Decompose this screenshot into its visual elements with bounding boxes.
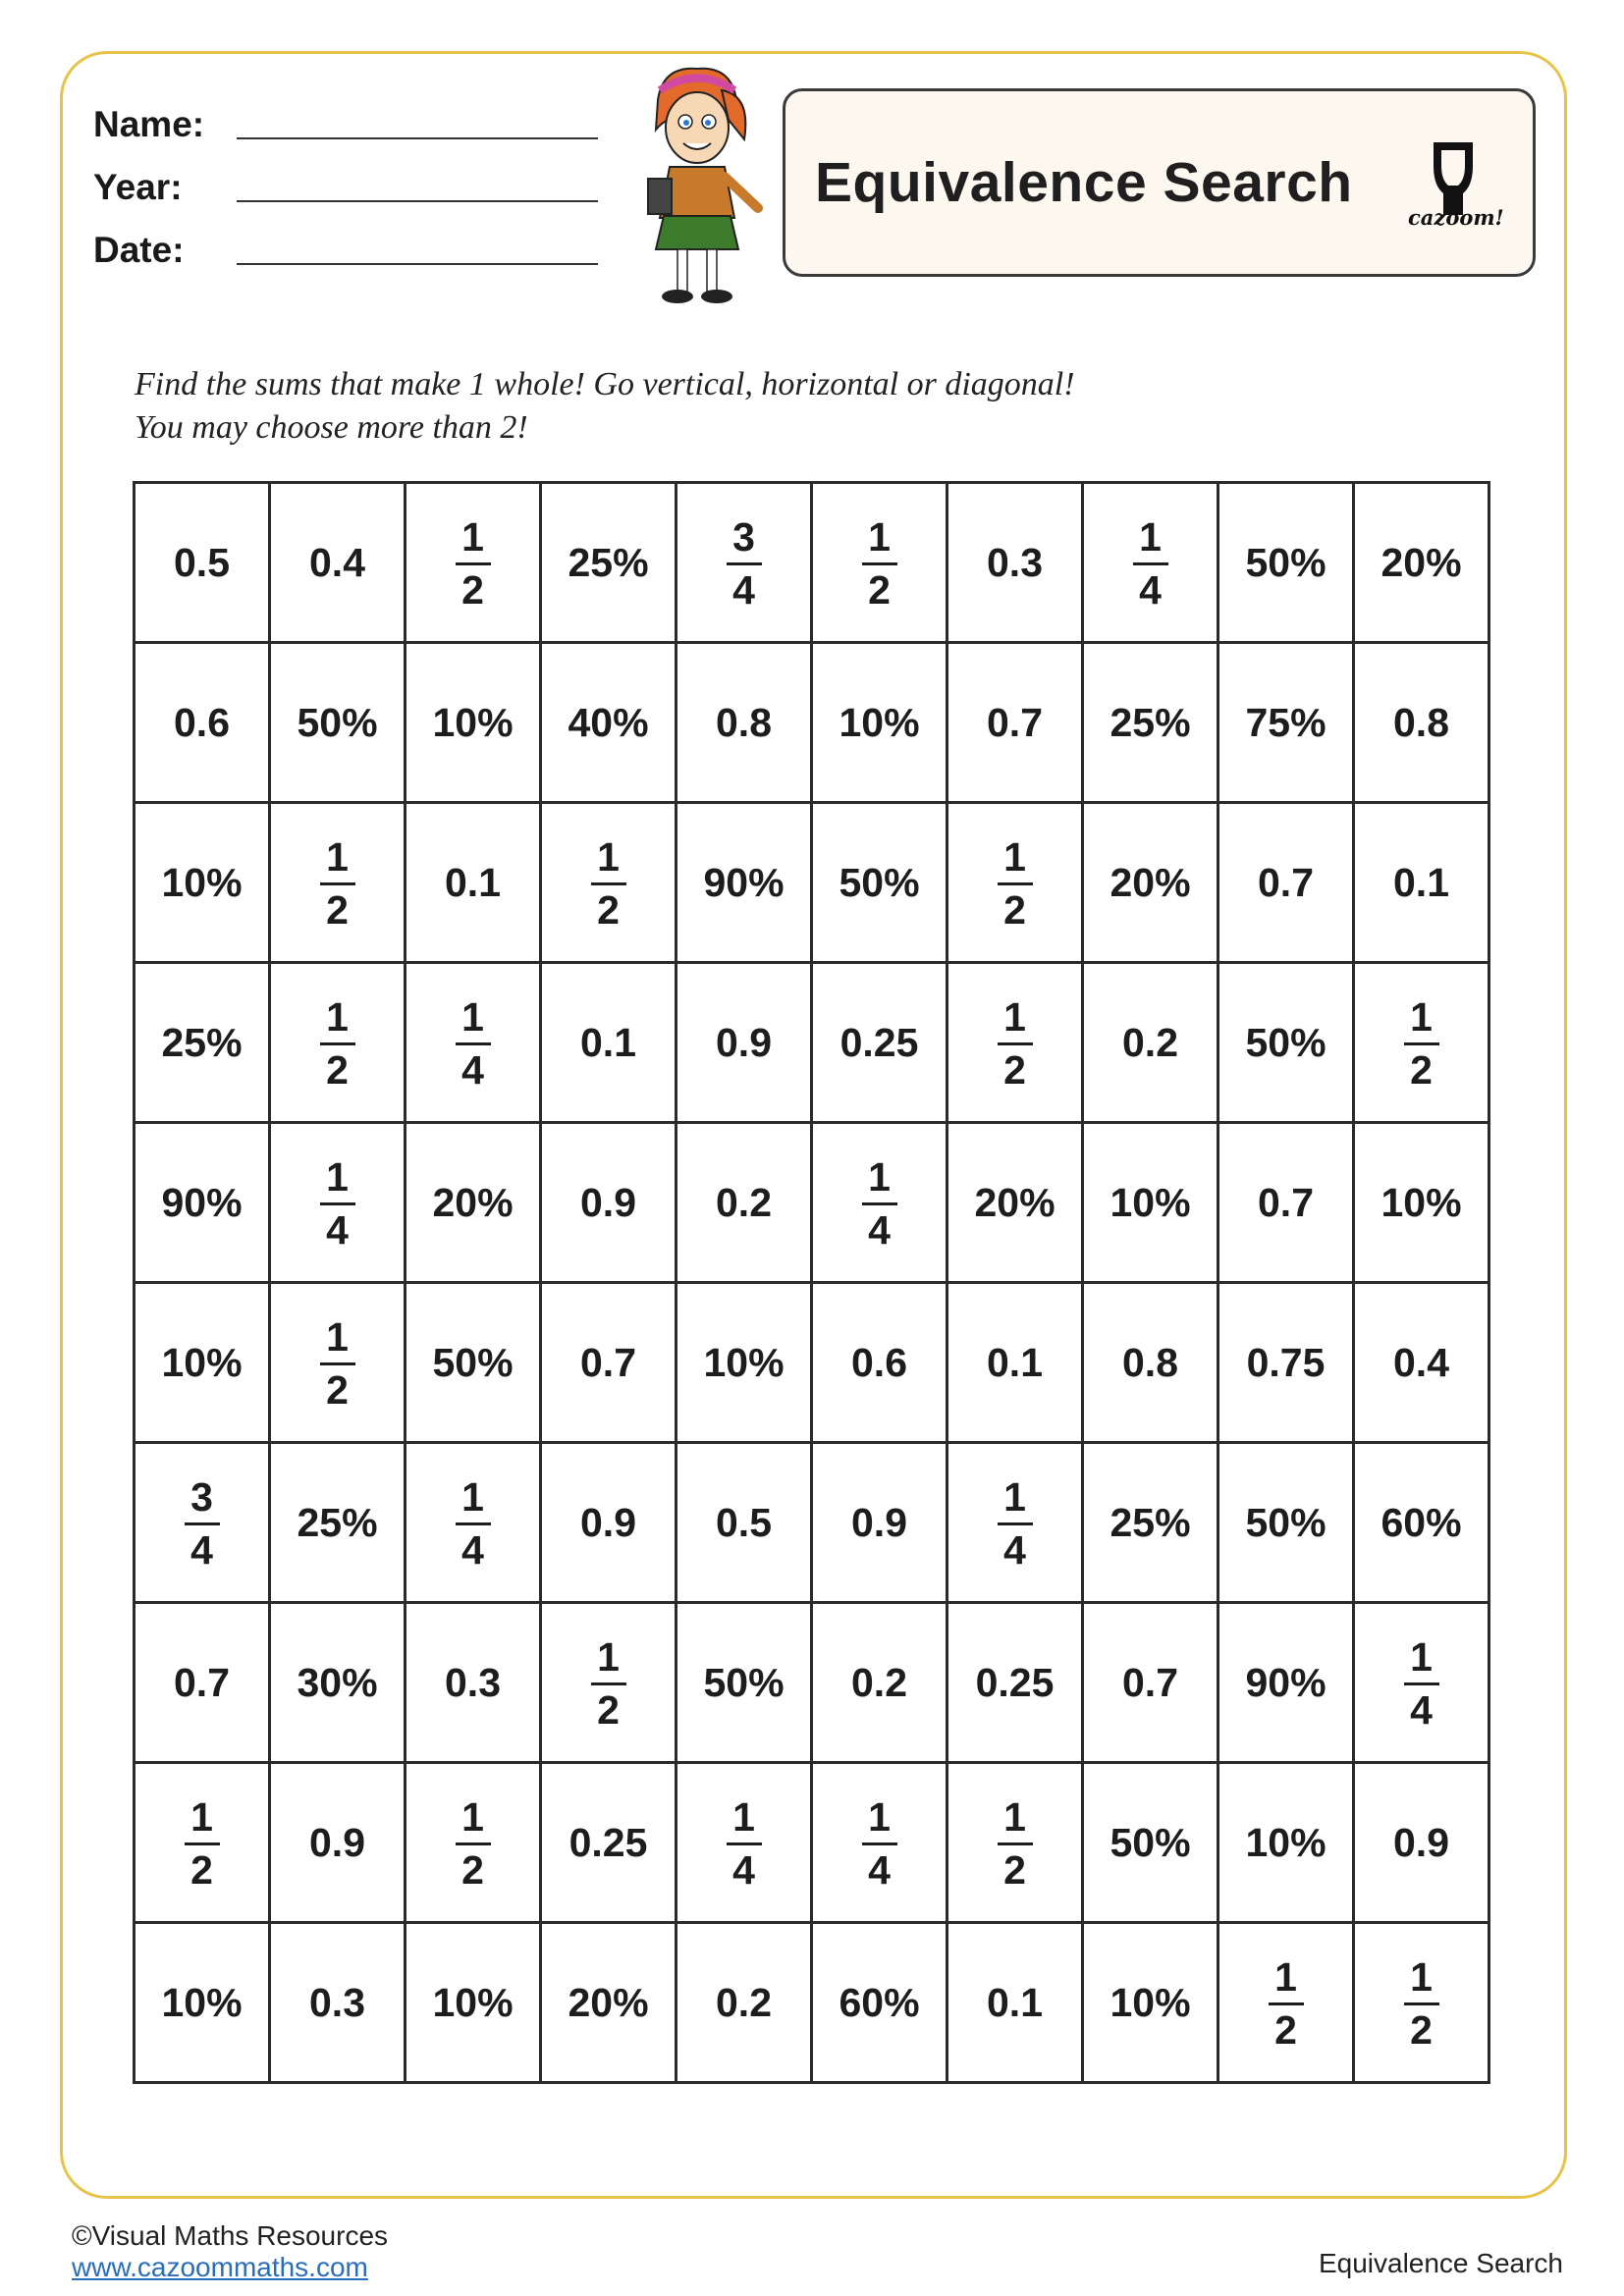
grid-cell[interactable]: 10%	[1354, 1123, 1489, 1283]
grid-cell[interactable]: 0.9	[541, 1123, 677, 1283]
grid-cell[interactable]	[406, 1443, 541, 1603]
fraction	[320, 1154, 355, 1253]
fraction	[320, 1314, 355, 1413]
grid-cell[interactable]: 0.7	[541, 1283, 677, 1443]
grid-cell[interactable]	[270, 803, 406, 963]
grid-cell[interactable]: 0.4	[270, 483, 406, 643]
date-label: Date:	[93, 230, 185, 270]
grid-cell[interactable]: 10%	[135, 803, 270, 963]
fraction	[1133, 514, 1168, 613]
grid-cell[interactable]: 50%	[1083, 1763, 1218, 1923]
grid-cell[interactable]: 20%	[947, 1123, 1083, 1283]
grid-cell[interactable]: 50%	[1218, 963, 1354, 1123]
instruction-line-1: Find the sums that make 1 whole! Go vertical, horizontal or diagonal!	[135, 366, 1075, 402]
grid-cell[interactable]: 0.2	[1083, 963, 1218, 1123]
fraction-numerator: 1	[461, 1794, 484, 1840]
fraction-denominator: 2	[461, 567, 484, 613]
grid-cell[interactable]: 0.7	[1218, 803, 1354, 963]
grid-cell[interactable]: 50%	[270, 643, 406, 803]
fraction	[456, 994, 491, 1093]
grid-cell[interactable]: 0.5	[677, 1443, 812, 1603]
fraction-numerator: 1	[1139, 514, 1162, 560]
equivalence-grid	[133, 481, 1490, 2084]
fraction	[998, 1474, 1033, 1573]
grid-cell[interactable]: 0.1	[947, 1923, 1083, 2083]
grid-cell[interactable]	[677, 1763, 812, 1923]
grid-cell[interactable]: 0.8	[1083, 1283, 1218, 1443]
footer-left	[72, 2220, 388, 2283]
grid-cell[interactable]: 0.25	[812, 963, 947, 1123]
grid-row	[135, 1123, 1489, 1283]
grid-cell[interactable]	[270, 1283, 406, 1443]
grid-cell[interactable]: 50%	[677, 1603, 812, 1763]
fraction-denominator: 2	[1274, 2007, 1297, 2053]
grid-cell[interactable]: 20%	[541, 1923, 677, 2083]
instructions	[135, 363, 1075, 450]
fraction-numerator: 1	[1003, 1794, 1026, 1840]
grid-cell[interactable]: 0.6	[135, 643, 270, 803]
grid-cell[interactable]	[812, 1763, 947, 1923]
grid-cell[interactable]: 0.1	[947, 1283, 1083, 1443]
grid-cell[interactable]: 90%	[1218, 1603, 1354, 1763]
grid-cell[interactable]: 50%	[406, 1283, 541, 1443]
fraction	[320, 834, 355, 933]
fraction-denominator: 2	[1410, 2007, 1433, 2053]
fraction	[456, 1474, 491, 1573]
grid-cell[interactable]	[1354, 1923, 1489, 2083]
grid-cell[interactable]	[406, 1763, 541, 1923]
fraction-denominator: 2	[461, 1847, 484, 1893]
grid-cell[interactable]	[541, 1603, 677, 1763]
grid-cell[interactable]	[1354, 1603, 1489, 1763]
grid-cell[interactable]	[947, 1763, 1083, 1923]
fraction	[862, 1154, 897, 1253]
fraction-denominator: 4	[1003, 1527, 1026, 1573]
grid-cell[interactable]	[947, 803, 1083, 963]
grid-cell[interactable]: 0.7	[947, 643, 1083, 803]
name-line[interactable]	[237, 137, 598, 139]
fraction	[1269, 1954, 1304, 2053]
fraction-denominator: 4	[461, 1047, 484, 1093]
grid-cell[interactable]: 25%	[135, 963, 270, 1123]
grid-cell[interactable]: 0.6	[812, 1283, 947, 1443]
grid-cell[interactable]: 0.7	[135, 1603, 270, 1763]
grid-row	[135, 1763, 1489, 1923]
fraction	[1404, 994, 1439, 1093]
grid-cell[interactable]	[1354, 963, 1489, 1123]
fraction-denominator: 4	[732, 1847, 755, 1893]
fraction	[320, 994, 355, 1093]
grid-row	[135, 803, 1489, 963]
name-field[interactable]	[93, 100, 237, 149]
fraction-numerator: 3	[190, 1474, 213, 1520]
grid-cell[interactable]: 0.75	[1218, 1283, 1354, 1443]
date-line[interactable]	[237, 263, 598, 265]
fraction-denominator: 4	[1139, 567, 1162, 613]
grid-cell[interactable]: 0.3	[270, 1923, 406, 2083]
grid-cell[interactable]	[135, 1443, 270, 1603]
fraction-numerator: 1	[732, 1794, 755, 1840]
grid-cell[interactable]: 0.2	[677, 1923, 812, 2083]
fraction	[998, 1794, 1033, 1893]
grid-cell[interactable]: 90%	[135, 1123, 270, 1283]
grid-cell[interactable]: 20%	[1083, 803, 1218, 963]
grid-cell[interactable]: 10%	[406, 643, 541, 803]
grid-cell[interactable]	[406, 963, 541, 1123]
year-field[interactable]	[93, 163, 237, 212]
grid-cell[interactable]: 25%	[270, 1443, 406, 1603]
fraction-numerator: 1	[1274, 1954, 1297, 2000]
fraction	[185, 1794, 220, 1893]
fraction-numerator: 1	[868, 514, 891, 560]
grid-cell[interactable]: 60%	[812, 1923, 947, 2083]
fraction-denominator: 4	[461, 1527, 484, 1573]
grid-row	[135, 1443, 1489, 1603]
fraction-denominator: 4	[732, 567, 755, 613]
student-illustration	[628, 61, 766, 314]
fraction-denominator: 2	[326, 887, 349, 933]
fraction	[1404, 1954, 1439, 2053]
grid-row	[135, 963, 1489, 1123]
fraction-numerator: 1	[326, 834, 349, 880]
grid-cell[interactable]: 0.9	[541, 1443, 677, 1603]
fraction-numerator: 1	[190, 1794, 213, 1840]
fraction-numerator: 1	[868, 1154, 891, 1200]
grid-cell[interactable]	[270, 1123, 406, 1283]
fraction	[1404, 1634, 1439, 1733]
grid-cell[interactable]: 50%	[1218, 483, 1354, 643]
fraction-denominator: 2	[597, 1687, 620, 1733]
grid-cell[interactable]	[947, 1443, 1083, 1603]
fraction-denominator: 2	[1003, 1047, 1026, 1093]
fraction-numerator: 1	[597, 834, 620, 880]
fraction-numerator: 1	[1410, 1634, 1433, 1680]
grid-cell[interactable]: 0.1	[541, 963, 677, 1123]
grid-cell[interactable]: 10%	[1083, 1923, 1218, 2083]
fraction-denominator: 4	[868, 1847, 891, 1893]
grid-cell[interactable]	[406, 483, 541, 643]
grid-cell[interactable]: 10%	[135, 1283, 270, 1443]
fraction-numerator: 1	[1003, 994, 1026, 1040]
copyright-text: ©Visual Maths Resources	[72, 2220, 389, 2251]
fraction	[591, 834, 626, 933]
cazoom-logo-text: cazoom!	[1408, 205, 1504, 230]
grid-cell[interactable]: 40%	[541, 643, 677, 803]
grid-cell[interactable]: 0.1	[406, 803, 541, 963]
grid-cell[interactable]: 25%	[1083, 1443, 1218, 1603]
grid-cell[interactable]: 0.3	[406, 1603, 541, 1763]
worksheet-title: Equivalence Search	[815, 151, 1353, 214]
fraction-numerator: 1	[461, 1474, 484, 1520]
grid-cell[interactable]: 10%	[135, 1923, 270, 2083]
grid-cell[interactable]: 0.25	[541, 1763, 677, 1923]
grid-cell[interactable]	[541, 803, 677, 963]
instruction-line-2: You may choose more than 2!	[135, 409, 528, 446]
grid-cell[interactable]: 0.3	[947, 483, 1083, 643]
fraction	[862, 514, 897, 613]
grid-cell[interactable]	[135, 1763, 270, 1923]
grid-cell[interactable]: 10%	[812, 643, 947, 803]
fraction-denominator: 2	[1003, 887, 1026, 933]
fraction-denominator: 2	[326, 1047, 349, 1093]
grid-row	[135, 1283, 1489, 1443]
fraction-numerator: 1	[461, 514, 484, 560]
grid-cell[interactable]: 0.8	[677, 643, 812, 803]
fraction-denominator: 2	[326, 1367, 349, 1413]
grid-cell[interactable]: 50%	[812, 803, 947, 963]
website-link[interactable]: www.cazoommaths.com	[72, 2252, 368, 2282]
grid-cell[interactable]: 0.7	[1218, 1123, 1354, 1283]
grid-cell[interactable]: 10%	[406, 1923, 541, 2083]
name-label: Name:	[93, 104, 205, 144]
grid-cell[interactable]: 0.1	[1354, 803, 1489, 963]
grid-row	[135, 1603, 1489, 1763]
grid-row	[135, 643, 1489, 803]
grid-cell[interactable]: 10%	[1083, 1123, 1218, 1283]
grid-cell[interactable]	[812, 1123, 947, 1283]
grid-cell[interactable]: 0.7	[1083, 1603, 1218, 1763]
year-label: Year:	[93, 167, 183, 207]
fraction	[862, 1794, 897, 1893]
fraction-denominator: 2	[1410, 1047, 1433, 1093]
grid-cell[interactable]: 0.25	[947, 1603, 1083, 1763]
grid-cell[interactable]: 25%	[541, 483, 677, 643]
fraction-numerator: 1	[597, 1634, 620, 1680]
fraction-denominator: 4	[1410, 1687, 1433, 1733]
grid-cell[interactable]: 10%	[677, 1283, 812, 1443]
grid-cell[interactable]: 30%	[270, 1603, 406, 1763]
grid-cell[interactable]	[1083, 483, 1218, 643]
fraction	[185, 1474, 220, 1573]
fraction-numerator: 1	[326, 1314, 349, 1360]
grid-cell[interactable]: 60%	[1354, 1443, 1489, 1603]
grid-cell[interactable]: 25%	[1083, 643, 1218, 803]
fraction-numerator: 1	[461, 994, 484, 1040]
grid-cell[interactable]	[1218, 1923, 1354, 2083]
fraction-denominator: 2	[868, 567, 891, 613]
fraction	[591, 1634, 626, 1733]
grid-cell[interactable]: 0.2	[677, 1123, 812, 1283]
fraction-denominator: 4	[868, 1207, 891, 1253]
fraction	[456, 1794, 491, 1893]
grid-cell[interactable]: 0.9	[270, 1763, 406, 1923]
grid-cell[interactable]	[270, 963, 406, 1123]
grid-row	[135, 483, 1489, 643]
fraction-numerator: 1	[1410, 1954, 1433, 2000]
fraction	[456, 514, 491, 613]
fraction-denominator: 4	[190, 1527, 213, 1573]
fraction	[727, 1794, 762, 1893]
fraction-numerator: 1	[1003, 1474, 1026, 1520]
footer-page-title: Equivalence Search	[1318, 2248, 1563, 2278]
title-box	[783, 88, 1536, 277]
grid-cell[interactable]: 90%	[677, 803, 812, 963]
grid-cell[interactable]	[812, 483, 947, 643]
grid-cell[interactable]: 75%	[1218, 643, 1354, 803]
fraction-denominator: 2	[190, 1847, 213, 1893]
year-line[interactable]	[237, 200, 598, 202]
fraction-numerator: 1	[326, 1154, 349, 1200]
grid-cell[interactable]: 0.9	[677, 963, 812, 1123]
fraction-denominator: 2	[597, 887, 620, 933]
grid-cell[interactable]: 0.5	[135, 483, 270, 643]
grid-cell[interactable]: 0.9	[1354, 1763, 1489, 1923]
grid-cell[interactable]	[947, 963, 1083, 1123]
fraction-numerator: 1	[1410, 994, 1433, 1040]
grid-row	[135, 1923, 1489, 2083]
date-field[interactable]	[93, 226, 237, 275]
grid-cell[interactable]: 0.2	[812, 1603, 947, 1763]
grid-cell[interactable]: 20%	[406, 1123, 541, 1283]
grid-cell[interactable]: 10%	[1218, 1763, 1354, 1923]
fraction-denominator: 4	[326, 1207, 349, 1253]
fraction-numerator: 1	[868, 1794, 891, 1840]
fraction	[998, 994, 1033, 1093]
grid-cell[interactable]: 0.9	[812, 1443, 947, 1603]
fraction-numerator: 3	[732, 514, 755, 560]
grid-cell[interactable]	[677, 483, 812, 643]
fraction-numerator: 1	[1003, 834, 1026, 880]
fraction-numerator: 1	[326, 994, 349, 1040]
fraction	[998, 834, 1033, 933]
grid-cell[interactable]: 50%	[1218, 1443, 1354, 1603]
fraction-denominator: 2	[1003, 1847, 1026, 1893]
grid-cell[interactable]: 0.8	[1354, 643, 1489, 803]
grid-cell[interactable]: 0.4	[1354, 1283, 1489, 1443]
grid-cell[interactable]: 20%	[1354, 483, 1489, 643]
fraction	[727, 514, 762, 613]
